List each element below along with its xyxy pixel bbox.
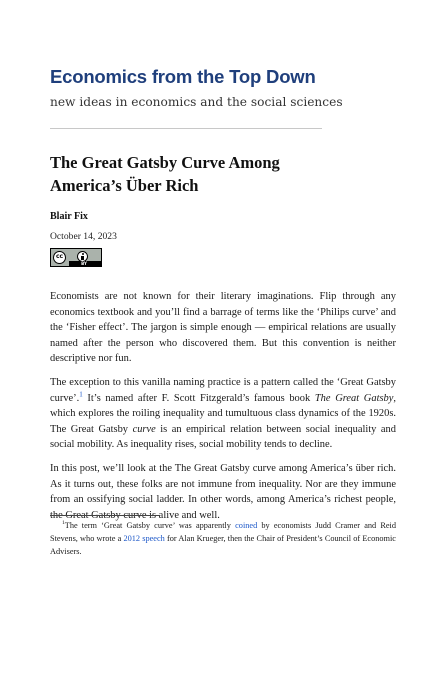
footnote-text: The term ‘Great Gatsby curve’ was apparently — [64, 521, 236, 530]
coined-link[interactable]: coined — [235, 521, 258, 530]
footnote — [50, 519, 396, 558]
post-author: Blair Fix — [50, 211, 88, 222]
post-title: The Great Gatsby Curve Among America’s Über Rich — [50, 153, 280, 195]
emphasis-curve: curve — [132, 423, 156, 435]
site-title[interactable]: Economics from the Top Down — [50, 66, 316, 87]
footnote-reference-link[interactable]: 1 — [79, 390, 83, 399]
paragraph-text: , which explores the roiling inequality and tumultuous class dynamics of the 1920s. The Great Gatsby — [50, 392, 396, 435]
paragraph-text: The exception to this vanilla naming practice is a pattern called the ‘Great Gatsby curve’. — [50, 376, 396, 404]
footnote-divider — [50, 515, 160, 516]
paragraph-text: is an empirical relation between social inequality and social mobility. As inequality rises, social mobility tends to decline. — [50, 423, 396, 451]
speech-link[interactable]: 2012 speech — [123, 534, 165, 543]
post-body — [50, 289, 396, 523]
cc-by-label: BY — [81, 261, 87, 266]
post-date: October 14, 2023 — [50, 231, 117, 242]
footnote-number: 1 — [62, 520, 65, 527]
header-divider — [50, 128, 322, 129]
paragraph-intro: Economists are not known for their literary imaginations. Flip through any economics textbook and you’ll find a barrage of terms like the ‘Philips curve’ and the ‘Fisher effect’. The jargon is simple enough — empirical relations are usually named after the person who discovered them. But this convention is neither descriptive nor fun. — [50, 291, 396, 365]
book-title: The Great Gatsby — [314, 392, 394, 404]
paragraph-text: It’s named after F. Scott Fitzgerald’s famous book — [82, 392, 315, 404]
creative-commons-icon: cc — [53, 251, 66, 264]
cc-by-license-badge[interactable] — [50, 248, 102, 267]
paragraph-post-scope: In this post, we’ll look at the The Great Gatsby curve among America’s über rich. As it turns out, these folks are not immune from inequality. Nor are they immune from an ossifying social ladder. In other words, among America’s richest people, the Great Gatsby curve is alive and well. — [50, 462, 396, 521]
site-subtitle: new ideas in economics and the social sciences — [50, 95, 343, 109]
footnote-text: by economists Judd Cramer and Reid Stevens, who wrote a — [50, 521, 397, 543]
paragraph-gatsby-curve — [50, 375, 396, 453]
footnote-text: for Alan Krueger, then the Chair of President’s Council of Economic Advisers. — [50, 534, 396, 556]
